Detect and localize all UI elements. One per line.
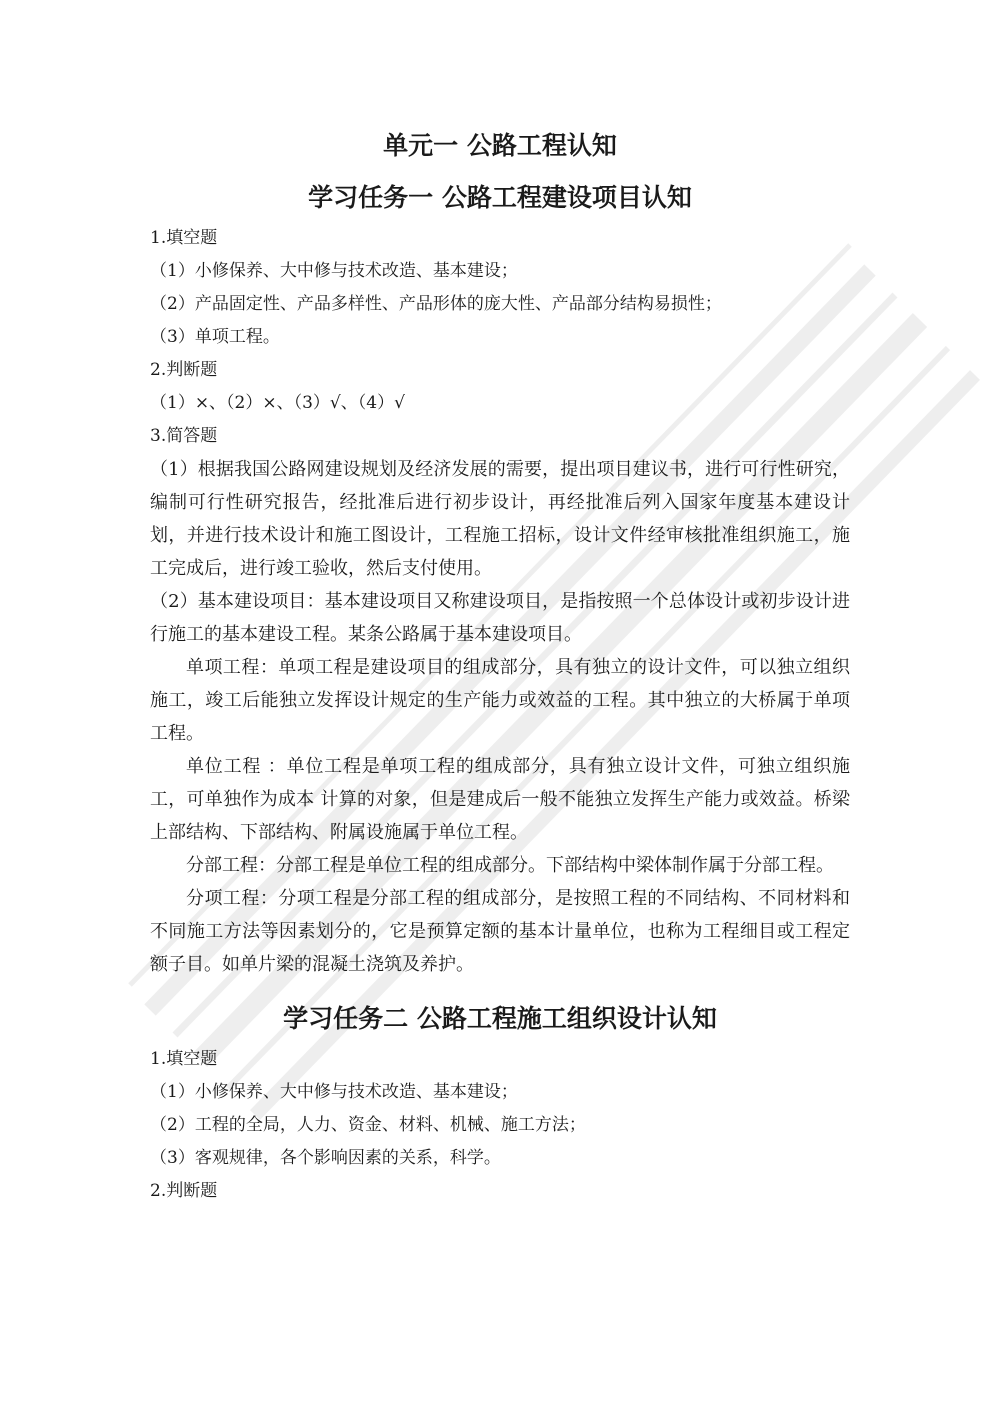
task-two-section [150,995,850,1208]
task-one-title: 学习任务一 公路工程建设项目认知 [308,183,692,212]
true-false-header: 2.判断题 [150,360,218,380]
fill-blank-answer: （3）客观规律，各个影响因素的关系，科学。 [150,1148,501,1168]
task-one-section [150,174,850,981]
short-answer-paragraph: 分部工程：分部工程是单位工程的组成部分。下部结构中梁体制作属于分部工程。 [186,855,834,876]
fill-blank-header: 1.填空题 [150,228,218,248]
fill-blank-answer: （2）产品固定性、产品多样性、产品形体的庞大性、产品部分结构易损性； [150,294,722,314]
task-two-title: 学习任务二 公路工程施工组织设计认知 [283,1004,717,1033]
unit-title: 单元一 公路工程认知 [383,131,617,160]
fill-blank-header: 1.填空题 [150,1049,218,1069]
short-answer-header: 3.简答题 [150,426,218,446]
fill-blank-answer: （3）单项工程。 [150,327,280,347]
short-answer-paragraph: 单项工程：单项工程是建设项目的组成部分，具有独立的设计文件，可以独立组织施工，竣工后能独立发挥设计规定的生产能力或效益的工程。其中独立的大桥属于单项工程。 [150,657,850,744]
fill-blank-answer: （2）工程的全局，人力、资金、材料、机械、施工方法； [150,1115,586,1135]
short-answer-paragraph: （1）根据我国公路网建设规划及经济发展的需要，提出项目建议书，进行可行性研究，编制可行性研究报告，经批准后进行初步设计，再经批准后列入国家年度基本建设计划，并进行技术设计和施工图设计，工程施工招标，设计文件经审核批准组织施工，施工完成后，进行竣工验收，然后支付使用。 [150,459,850,579]
true-false-header: 2.判断题 [150,1181,218,1201]
document-content [150,122,850,1208]
true-false-answer: （1）×、（2）×、（3）√、（4）√ [150,393,405,413]
short-answer-paragraph: 单位工程 ：单位工程是单项工程的组成部分，具有独立设计文件，可独立组织施工，可单独作为成本 计算的对象，但是建成后一般不能独立发挥生产能力或效益。桥梁上部结构、下部结构、附属设施属于单位工程。 [150,756,850,843]
short-answer-paragraph: （2）基本建设项目：基本建设项目又称建设项目，是指按照一个总体设计或初步设计进行施工的基本建设工程。某条公路属于基本建设项目。 [150,591,850,645]
fill-blank-answer: （1）小修保养、大中修与技术改造、基本建设； [150,1082,518,1102]
short-answer-paragraph: 分项工程：分项工程是分部工程的组成部分，是按照工程的不同结构、不同材料和不同施工方法等因素划分的，它是预算定额的基本计量单位，也称为工程细目或工程定额子目。如单片梁的混凝土浇筑及养护。 [150,888,850,975]
fill-blank-answer: （1）小修保养、大中修与技术改造、基本建设； [150,261,518,281]
